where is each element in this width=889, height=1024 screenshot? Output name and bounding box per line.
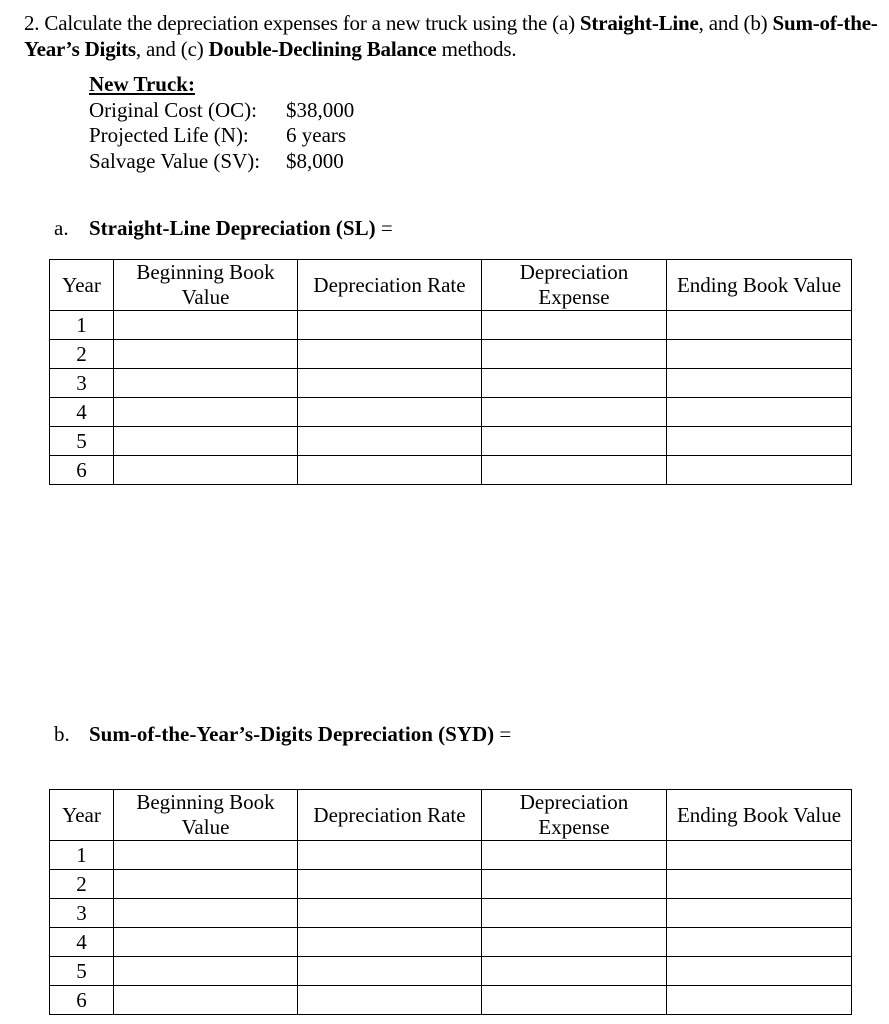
table-row [50,340,852,369]
problem-statement [24,10,880,62]
truck-details [89,72,354,174]
section-suffix: = [375,216,393,240]
blank-cell[interactable] [114,928,298,957]
blank-cell[interactable] [667,928,852,957]
header-ending-book-value: Ending Book Value [667,260,852,311]
header-depreciation-rate: Depreciation Rate [298,790,482,841]
header-year: Year [50,790,114,841]
sl-depreciation-table [49,259,852,485]
blank-cell[interactable] [482,398,667,427]
blank-cell[interactable] [114,398,298,427]
section-a-title [54,215,393,241]
year-cell: 1 [50,311,114,340]
table-row [50,456,852,485]
blank-cell[interactable] [482,456,667,485]
table-row [50,928,852,957]
year-cell: 3 [50,899,114,928]
truck-value: 6 years [286,123,347,147]
truck-label: Salvage Value (SV): [89,148,261,173]
truck-label: Projected Life (N): [89,123,249,147]
header-ending-book-value: Ending Book Value [667,790,852,841]
blank-cell[interactable] [667,427,852,456]
year-cell: 5 [50,427,114,456]
blank-cell[interactable] [667,986,852,1015]
truck-value: $8,000 [286,148,344,173]
section-letter: b. [54,722,70,746]
table-row [50,398,852,427]
blank-cell[interactable] [114,340,298,369]
table-header-row [50,260,852,311]
blank-cell[interactable] [667,398,852,427]
blank-cell[interactable] [667,870,852,899]
blank-cell[interactable] [298,340,482,369]
blank-cell[interactable] [482,427,667,456]
problem-text-1: Calculate the depreciation expenses for a new truck using the (a) [39,11,580,35]
blank-cell[interactable] [114,870,298,899]
truck-label: Original Cost (OC): [89,97,257,122]
year-cell: 6 [50,986,114,1015]
truck-row-salvage-value [89,149,354,175]
header-depreciation-expense: Depreciation Expense [482,790,667,841]
method-ddb: Double-Declining Balance [208,37,437,61]
table-header-row [50,790,852,841]
blank-cell[interactable] [482,870,667,899]
section-heading: Straight-Line Depreciation (SL) [89,216,376,240]
blank-cell[interactable] [114,957,298,986]
blank-cell[interactable] [482,986,667,1015]
section-heading: Sum-of-the-Year’s-Digits Depreciation (SYD) [89,722,495,746]
table-row [50,986,852,1015]
blank-cell[interactable] [298,899,482,928]
truck-row-original-cost [89,98,354,124]
table-row [50,311,852,340]
problem-text-4: methods. [436,37,517,61]
blank-cell[interactable] [482,957,667,986]
blank-cell[interactable] [114,311,298,340]
blank-cell[interactable] [482,841,667,870]
blank-cell[interactable] [482,899,667,928]
blank-cell[interactable] [482,928,667,957]
truck-title: New Truck: [89,72,195,96]
header-beginning-book-value: Beginning Book Value [114,260,298,311]
year-cell: 2 [50,870,114,899]
truck-value: $38,000 [286,97,355,122]
table-row [50,957,852,986]
blank-cell[interactable] [667,311,852,340]
blank-cell[interactable] [482,311,667,340]
syd-depreciation-table [49,789,852,1015]
header-depreciation-expense: Depreciation Expense [482,260,667,311]
table-row [50,841,852,870]
method-syd: Sum-of-the-Year’s Digits [24,11,878,61]
blank-cell[interactable] [114,427,298,456]
section-letter: a. [54,216,69,240]
blank-cell[interactable] [667,456,852,485]
blank-cell[interactable] [482,340,667,369]
blank-cell[interactable] [298,870,482,899]
year-cell: 6 [50,456,114,485]
blank-cell[interactable] [298,369,482,398]
year-cell: 5 [50,957,114,986]
blank-cell[interactable] [298,398,482,427]
problem-number: 2. [24,11,40,35]
blank-cell[interactable] [667,340,852,369]
blank-cell[interactable] [298,957,482,986]
header-beginning-book-value: Beginning Book Value [114,790,298,841]
blank-cell[interactable] [482,369,667,398]
header-year: Year [50,260,114,311]
blank-cell[interactable] [667,841,852,870]
table-row [50,369,852,398]
year-cell: 4 [50,928,114,957]
blank-cell[interactable] [667,369,852,398]
problem-text-2: , and (b) [698,11,773,35]
blank-cell[interactable] [298,841,482,870]
blank-cell[interactable] [298,427,482,456]
truck-row-projected-life [89,123,354,149]
blank-cell[interactable] [114,841,298,870]
blank-cell[interactable] [298,311,482,340]
blank-cell[interactable] [298,986,482,1015]
blank-cell[interactable] [667,957,852,986]
method-straight-line: Straight-Line [579,11,699,35]
year-cell: 2 [50,340,114,369]
problem-text-3: , and (c) [135,37,209,61]
table-row [50,427,852,456]
blank-cell[interactable] [114,369,298,398]
year-cell: 4 [50,398,114,427]
blank-cell[interactable] [298,928,482,957]
header-depreciation-rate: Depreciation Rate [298,260,482,311]
table-row [50,899,852,928]
year-cell: 3 [50,369,114,398]
section-suffix: = [494,722,512,746]
blank-cell[interactable] [667,899,852,928]
blank-cell[interactable] [114,456,298,485]
blank-cell[interactable] [298,456,482,485]
blank-cell[interactable] [114,899,298,928]
blank-cell[interactable] [114,986,298,1015]
section-b-title [54,721,511,747]
year-cell: 1 [50,841,114,870]
table-row [50,870,852,899]
